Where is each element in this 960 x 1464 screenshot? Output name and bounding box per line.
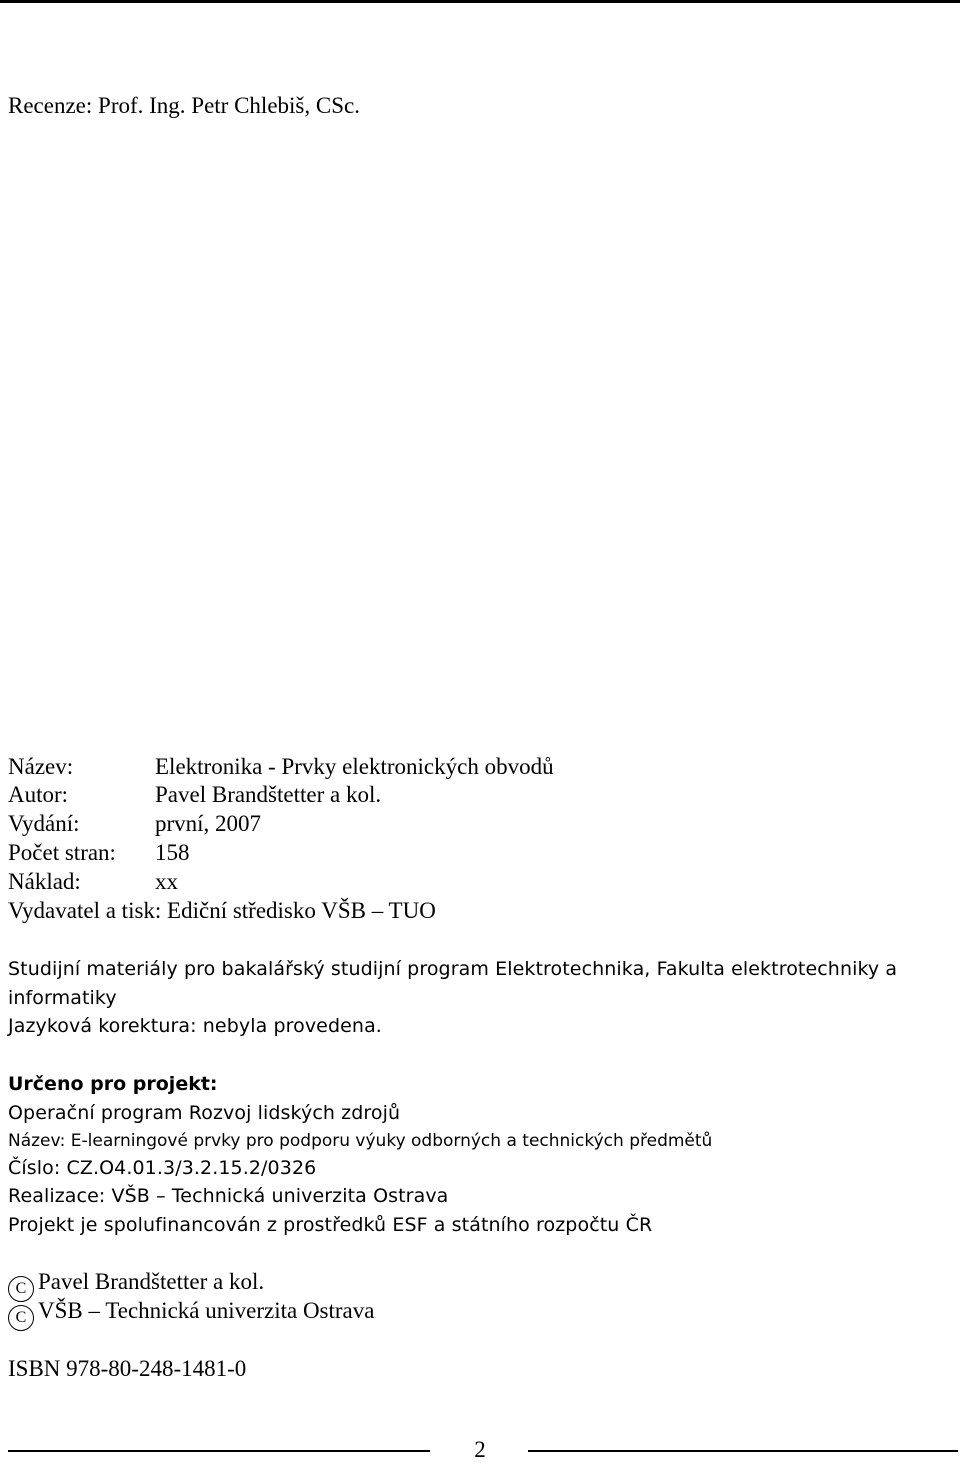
study-line-1: Studijní materiály pro bakalářský studijní program Elektrotechnika, Fakulta elektrotechniky a bbox=[8, 958, 898, 980]
study-line-2: informatiky bbox=[8, 987, 117, 1009]
title-value: Elektronika - Prvky elektronických obvodů bbox=[155, 754, 554, 779]
print-run-value: xx bbox=[155, 869, 178, 894]
pages-value: 158 bbox=[155, 840, 190, 865]
project-number-line: Číslo: CZ.O4.01.3/3.2.15.2/0326 bbox=[8, 1157, 317, 1179]
print-run-row bbox=[8, 868, 178, 896]
realization-line: Realizace: VŠB – Technická univerzita Ostrava bbox=[8, 1185, 449, 1207]
edition-label: Vydání: bbox=[8, 811, 80, 836]
title-label: Název: bbox=[8, 754, 74, 779]
pages-row bbox=[8, 839, 190, 867]
edition-value: první, 2007 bbox=[155, 811, 262, 836]
copyright-text-1: Pavel Brandštetter a kol. bbox=[38, 1269, 265, 1294]
print-run-label: Náklad: bbox=[8, 869, 81, 894]
isbn-line: ISBN 978-80-248-1481-0 bbox=[8, 1356, 247, 1381]
copyright-line-2 bbox=[8, 1297, 374, 1331]
author-row bbox=[8, 781, 382, 809]
proofreading-line: Jazyková korektura: nebyla provedena. bbox=[8, 1015, 382, 1037]
footer-rule-right bbox=[528, 1450, 958, 1452]
author-value: Pavel Brandštetter a kol. bbox=[155, 782, 382, 807]
page-number: 2 bbox=[474, 1437, 486, 1462]
publisher-line: Vydavatel a tisk: Ediční středisko VŠB – TUO bbox=[8, 898, 436, 923]
title-row bbox=[8, 753, 554, 781]
review-line: Recenze: Prof. Ing. Petr Chlebiš, CSc. bbox=[8, 93, 360, 118]
copyright-icon: C bbox=[8, 1276, 34, 1302]
footer-rule-left bbox=[8, 1450, 430, 1452]
program-line: Operační program Rozvoj lidských zdrojů bbox=[8, 1102, 401, 1124]
project-name-line: Název: E-learningové prvky pro podporu výuky odborných a technických předmětů bbox=[8, 1131, 713, 1151]
copyright-icon: C bbox=[8, 1305, 34, 1331]
pages-label: Počet stran: bbox=[8, 840, 116, 865]
author-label: Autor: bbox=[8, 782, 69, 807]
funding-line: Projekt je spolufinancován z prostředků ESF a státního rozpočtu ČR bbox=[8, 1214, 653, 1236]
edition-row bbox=[8, 810, 262, 838]
top-border bbox=[0, 0, 960, 3]
project-heading: Určeno pro projekt: bbox=[8, 1073, 218, 1095]
copyright-text-2: VŠB – Technická univerzita Ostrava bbox=[38, 1298, 375, 1323]
